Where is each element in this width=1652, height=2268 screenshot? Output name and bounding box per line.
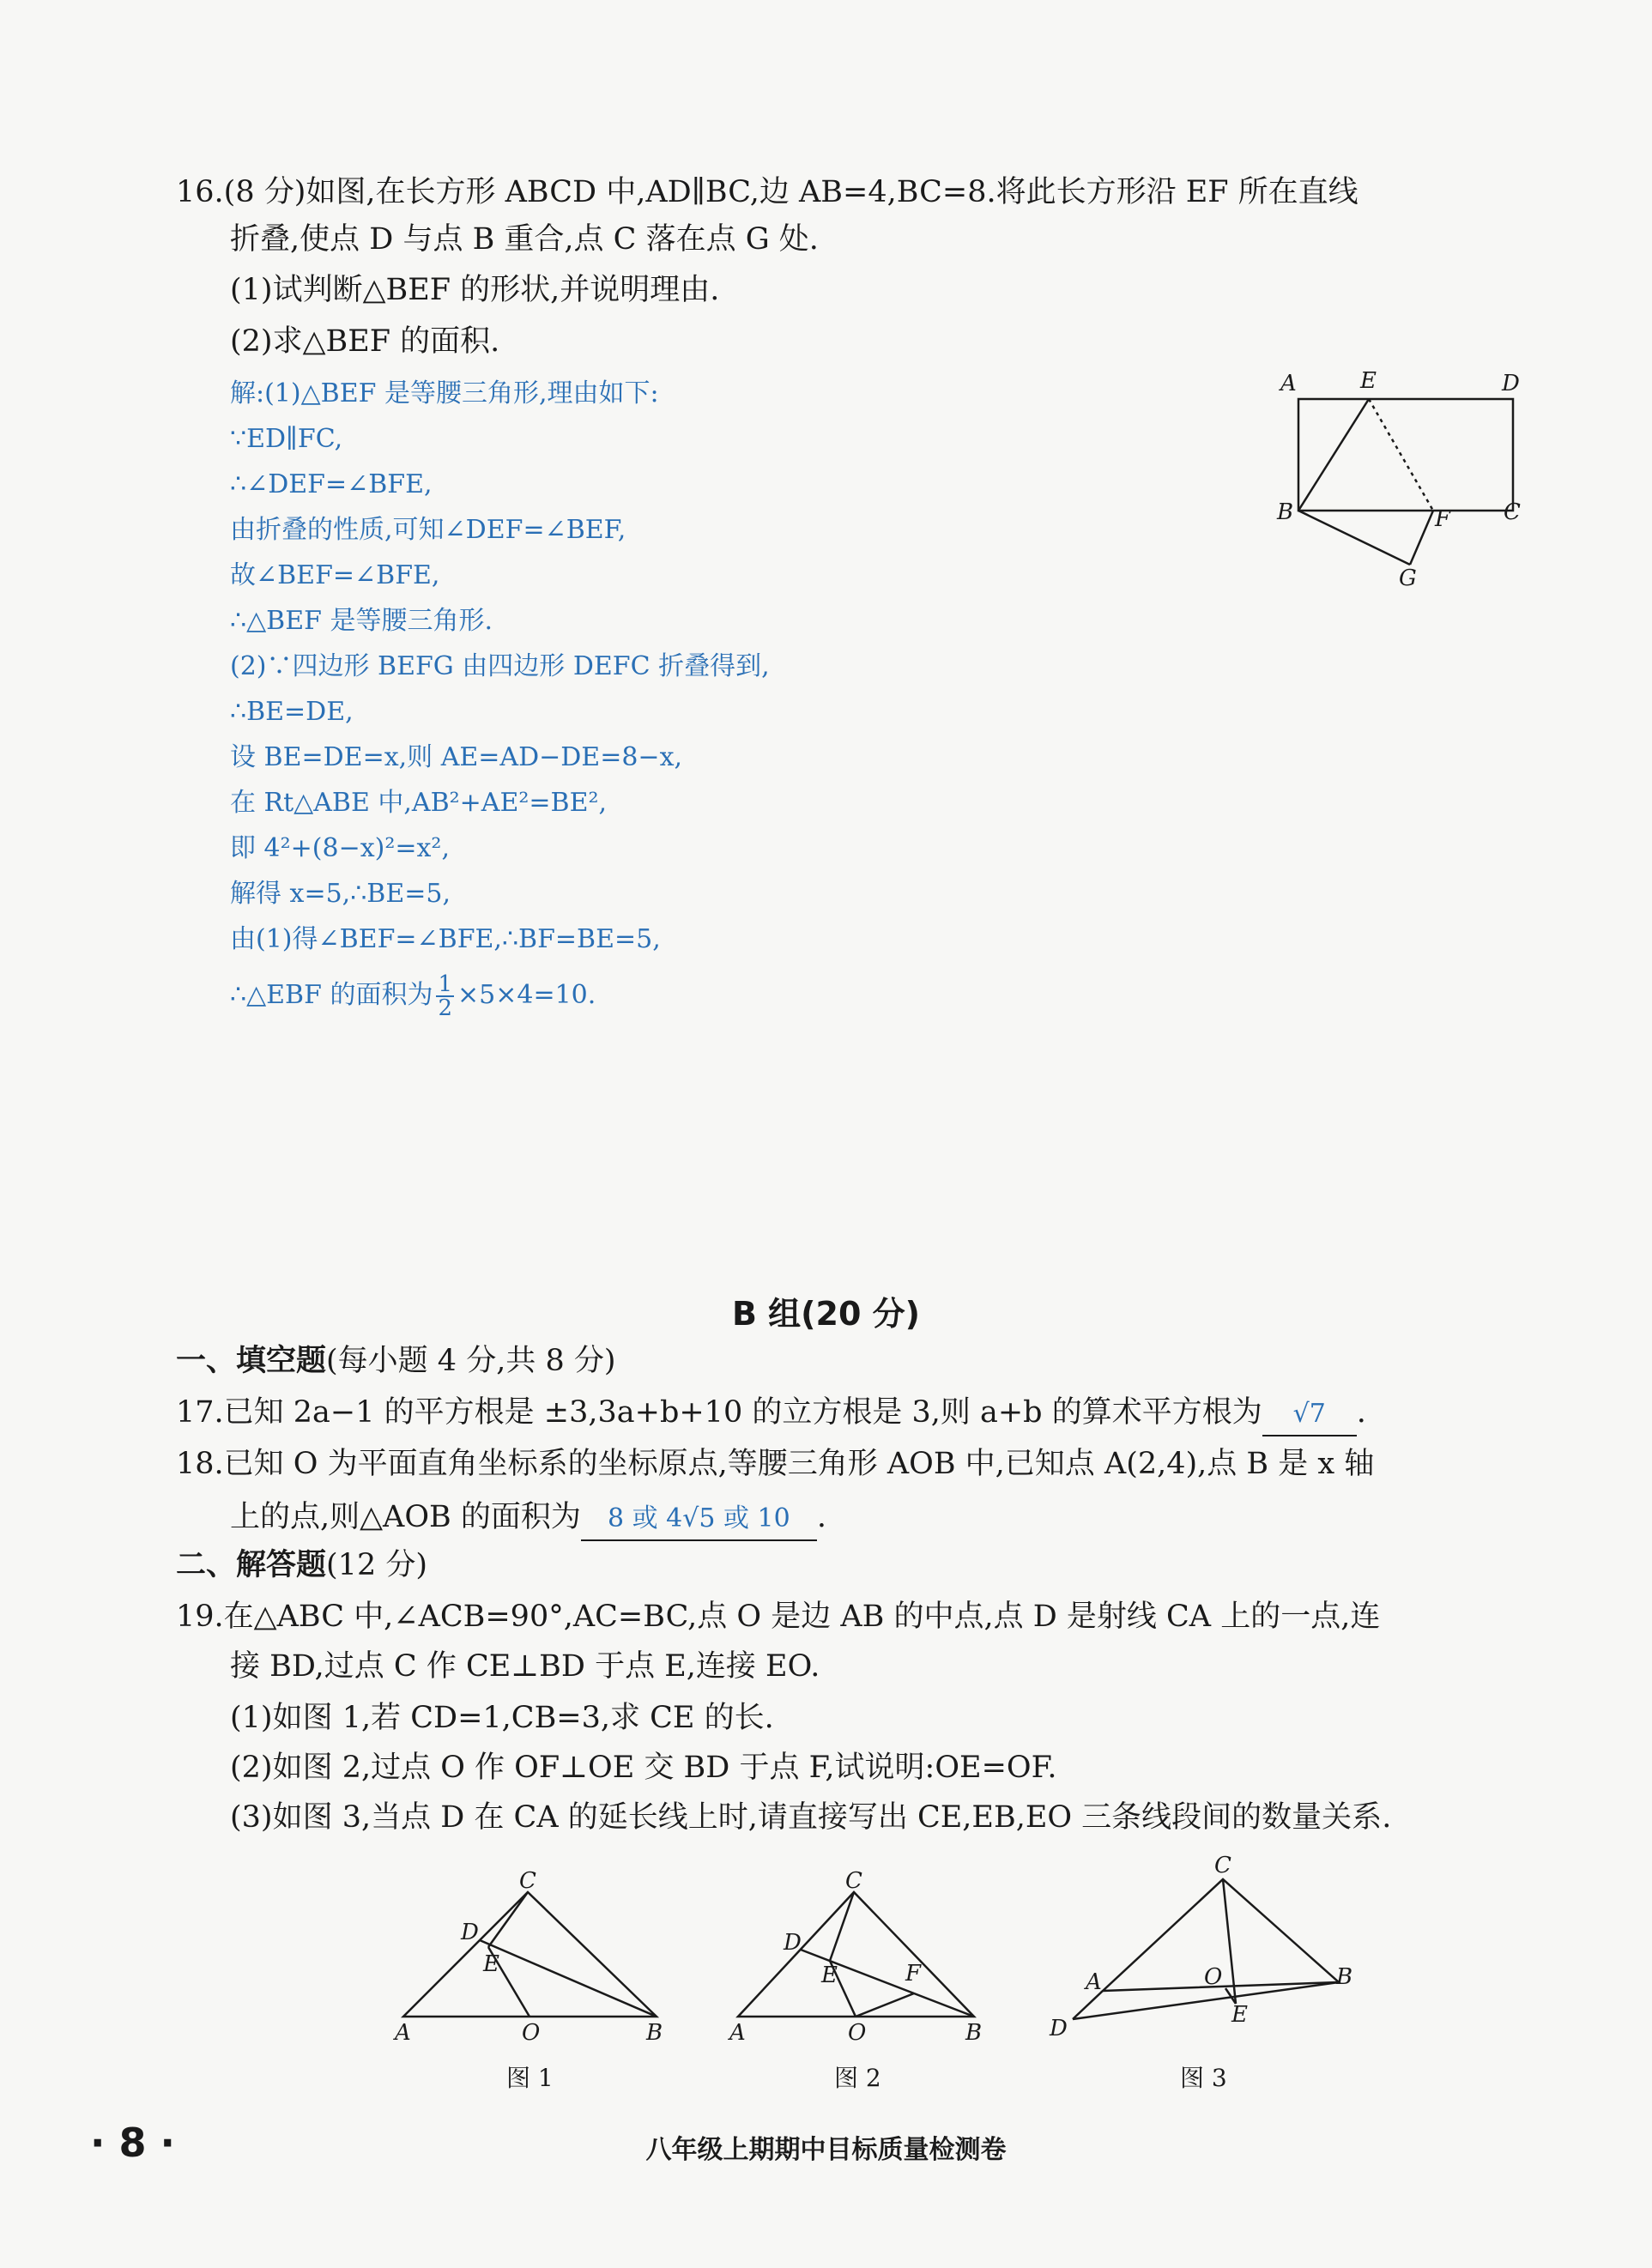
fig1-label-o: O (522, 2020, 541, 2046)
label-f: F (1435, 506, 1451, 532)
fig2-label-c: C (845, 1868, 862, 1894)
label-c: C (1504, 499, 1521, 525)
fig2-label-b: B (965, 2020, 983, 2046)
area-suffix: ×5×4=10. (457, 980, 596, 1010)
q19-part2: (2)如图 2,过点 O 作 OF⊥OE 交 BD 于点 F,试说明:OE=OF. (230, 1751, 1057, 1785)
q18-line2 (230, 1497, 826, 1541)
fig3-label-o: O (1204, 1964, 1223, 1990)
segment-gf (1410, 511, 1433, 565)
section-solve-heading: 二、解答题 (176, 1548, 327, 1582)
book-title: 八年级上期期中目标质量检测卷 (645, 2135, 1007, 2165)
group-b-title: B 组(20 分) (731, 1295, 921, 1333)
segment-be (1298, 399, 1369, 511)
fig1-label-d: D (461, 1920, 479, 1945)
fraction-numerator: 1 (438, 971, 453, 997)
solution-line: 设 BE=DE=x,则 AE=AD−DE=8−x, (230, 742, 683, 772)
solution-line: 解得 x=5,∴BE=5, (230, 879, 451, 909)
fig1-caption: 图 1 (506, 2064, 554, 2092)
solution-line: ∴△BEF 是等腰三角形. (230, 606, 493, 636)
fig2-caption: 图 2 (834, 2064, 881, 2092)
q17-end: . (1356, 1395, 1366, 1430)
section-fill-in-heading: 一、填空题 (176, 1344, 327, 1378)
q16-part2: (2)求△BEF 的面积. (230, 324, 500, 359)
solution-line: 由折叠的性质,可知∠DEF=∠BEF, (230, 515, 626, 545)
fig3-caption: 图 3 (1180, 2064, 1227, 2092)
solution-line: 故∠BEF=∠BFE, (230, 560, 440, 590)
fig2-label-d: D (784, 1930, 802, 1956)
fig3-label-a: A (1086, 1969, 1102, 1995)
q19-figure-2 (725, 1866, 1000, 2051)
solution-line: 即 4²+(8−x)²=x², (230, 833, 450, 863)
q19-figure-1 (390, 1866, 682, 2051)
q19-line2: 接 BD,过点 C 作 CE⊥BD 于点 E,连接 EO. (230, 1649, 820, 1684)
fig2-label-e: E (821, 1963, 838, 1988)
q18-end: . (816, 1500, 826, 1534)
q16-part1: (1)试判断△BEF 的形状,并说明理由. (230, 273, 720, 307)
fig1-label-e: E (483, 1951, 499, 1977)
solution-line: ∴BE=DE, (230, 697, 354, 727)
fig1-label-b: B (646, 2020, 663, 2046)
solution-line: ∵ED∥FC, (230, 424, 343, 454)
fig3-label-e: E (1231, 2002, 1248, 2028)
label-a: A (1280, 371, 1297, 396)
q18-line1: 18.已知 O 为平面直角坐标系的坐标原点,等腰三角形 AOB 中,已知点 A(2,4),点 B 是 x 轴 (176, 1447, 1375, 1481)
solution-line: (2)∵四边形 BEFG 由四边形 DEFC 折叠得到, (230, 651, 770, 681)
solution-area-line (230, 973, 596, 1019)
q19-part3: (3)如图 3,当点 D 在 CA 的延长线上时,请直接写出 CE,EB,EO 三条线段间的数量关系. (230, 1800, 1392, 1835)
q19-figure-3 (1043, 1845, 1369, 2051)
fig3-label-c: C (1214, 1853, 1231, 1878)
q18-answer: 8 或 4√5 或 10 (581, 1498, 817, 1541)
fig2-label-o: O (848, 2020, 867, 2046)
q18-text: 上的点,则△AOB 的面积为 (230, 1500, 581, 1534)
section-solve (176, 1545, 427, 1586)
section-fill-in-note: (每小题 4 分,共 8 分) (326, 1344, 616, 1378)
q17-text: 17.已知 2a−1 的平方根是 ±3,3a+b+10 的立方根是 3,则 a+b 的算术平方根为 (176, 1395, 1262, 1430)
fig1-label-a: A (395, 2020, 411, 2046)
solution-line: ∴∠DEF=∠BFE, (230, 469, 433, 499)
label-g: G (1399, 565, 1417, 591)
fig2-label-a: A (729, 2020, 746, 2046)
fig1-label-c: C (519, 1868, 536, 1894)
section-fill-in (176, 1340, 616, 1382)
q16-rectangle-figure (1270, 369, 1528, 592)
q19-line1: 19.在△ABC 中,∠ACB=90°,AC=BC,点 O 是边 AB 的中点,点 D 是射线 CA 上的一点,连 (176, 1600, 1381, 1634)
q19-part1: (1)如图 1,若 CD=1,CB=3,求 CE 的长. (230, 1701, 774, 1735)
label-d: D (1502, 371, 1520, 396)
fig3-label-d: D (1050, 2016, 1068, 2041)
area-prefix: ∴△EBF 的面积为 (230, 980, 433, 1010)
section-solve-note: (12 分) (326, 1548, 427, 1582)
solution-line: 由(1)得∠BEF=∠BFE,∴BF=BE=5, (230, 924, 661, 954)
solution-line: 解:(1)△BEF 是等腰三角形,理由如下: (230, 378, 659, 408)
segment-bg (1298, 511, 1410, 565)
fraction (436, 973, 454, 1019)
q16-line2: 折叠,使点 D 与点 B 重合,点 C 落在点 G 处. (230, 222, 819, 257)
fig3-label-b: B (1336, 1964, 1353, 1990)
label-e: E (1360, 369, 1377, 394)
q17 (176, 1392, 1366, 1436)
rectangle-abcd (1298, 399, 1513, 511)
fraction-denominator: 2 (438, 995, 453, 1021)
solution-line: 在 Rt△ABE 中,AB²+AE²=BE², (230, 788, 608, 818)
page-number: · 8 · (90, 2120, 175, 2166)
q16-line1: 16.(8 分)如图,在长方形 ABCD 中,AD∥BC,边 AB=4,BC=8.将此长方形沿 EF 所在直线 (176, 175, 1359, 209)
fig2-label-f: F (905, 1961, 922, 1987)
label-b: B (1277, 499, 1294, 525)
q17-answer: √7 (1262, 1394, 1357, 1436)
segment-ed-folded (1369, 399, 1433, 511)
